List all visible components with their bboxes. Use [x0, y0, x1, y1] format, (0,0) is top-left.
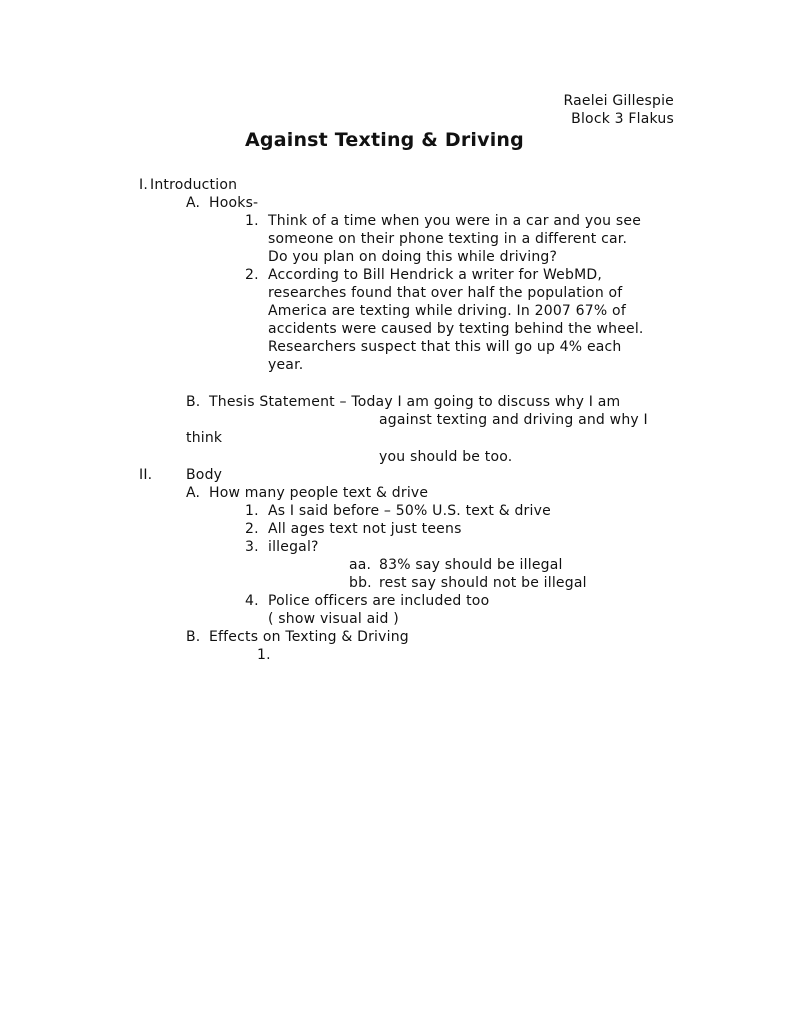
list-item-text: As I said before – 50% U.S. text & drive	[268, 503, 551, 519]
subsection-label-how-many: How many people text & drive	[209, 485, 429, 501]
thesis-line: Thesis Statement – Today I am going to discuss why I am	[209, 394, 621, 410]
author-name: Raelei Gillespie	[563, 93, 674, 109]
section-label-body: Body	[186, 467, 223, 483]
hook-1-line: someone on their phone texting in a different car.	[268, 231, 628, 247]
hook-1-number: 1.	[245, 213, 259, 229]
hook-2-line: America are texting while driving. In 2007 67% of	[268, 303, 626, 319]
subsection-letter-effects: B.	[186, 629, 201, 645]
hook-2-line: According to Bill Hendrick a writer for WebMD,	[268, 267, 602, 283]
list-item-number: 3.	[245, 539, 259, 555]
class-info: Block 3 Flakus	[571, 111, 674, 127]
list-item-text: illegal?	[268, 539, 319, 555]
sub-item-label: aa.	[349, 557, 372, 573]
list-item-text: All ages text not just teens	[268, 521, 462, 537]
list-item-number: 1.	[257, 647, 271, 663]
list-item-text: Police officers are included too	[268, 593, 490, 609]
section-numeral-intro: I.	[139, 177, 148, 193]
hook-2-line: year.	[268, 357, 304, 373]
hook-2-number: 2.	[245, 267, 259, 283]
thesis-line: against texting and driving and why I	[379, 412, 648, 428]
list-item-note: ( show visual aid )	[268, 611, 399, 627]
hook-2-line: researches found that over half the population of	[268, 285, 623, 301]
section-label-intro: Introduction	[150, 177, 238, 193]
sub-item-text: rest say should not be illegal	[379, 575, 587, 591]
section-numeral-body: II.	[139, 467, 153, 483]
subsection-letter-hooks: A.	[186, 195, 201, 211]
thesis-line: you should be too.	[379, 449, 513, 465]
subsection-letter-thesis: B.	[186, 394, 201, 410]
list-item-number: 2.	[245, 521, 259, 537]
subsection-label-hooks: Hooks-	[209, 195, 259, 211]
hook-1-line: Think of a time when you were in a car and you see	[268, 213, 642, 229]
list-item-number: 4.	[245, 593, 259, 609]
sub-item-label: bb.	[349, 575, 372, 591]
list-item-number: 1.	[245, 503, 259, 519]
subsection-letter-how-many: A.	[186, 485, 201, 501]
hook-2-line: accidents were caused by texting behind the wheel.	[268, 321, 644, 337]
sub-item-text: 83% say should be illegal	[379, 557, 563, 573]
hook-2-line: Researchers suspect that this will go up 4% each	[268, 339, 622, 355]
thesis-line: think	[186, 430, 223, 446]
page-title: Against Texting & Driving	[245, 129, 524, 151]
hook-1-line: Do you plan on doing this while driving?	[268, 249, 558, 265]
subsection-label-effects: Effects on Texting & Driving	[209, 629, 409, 645]
